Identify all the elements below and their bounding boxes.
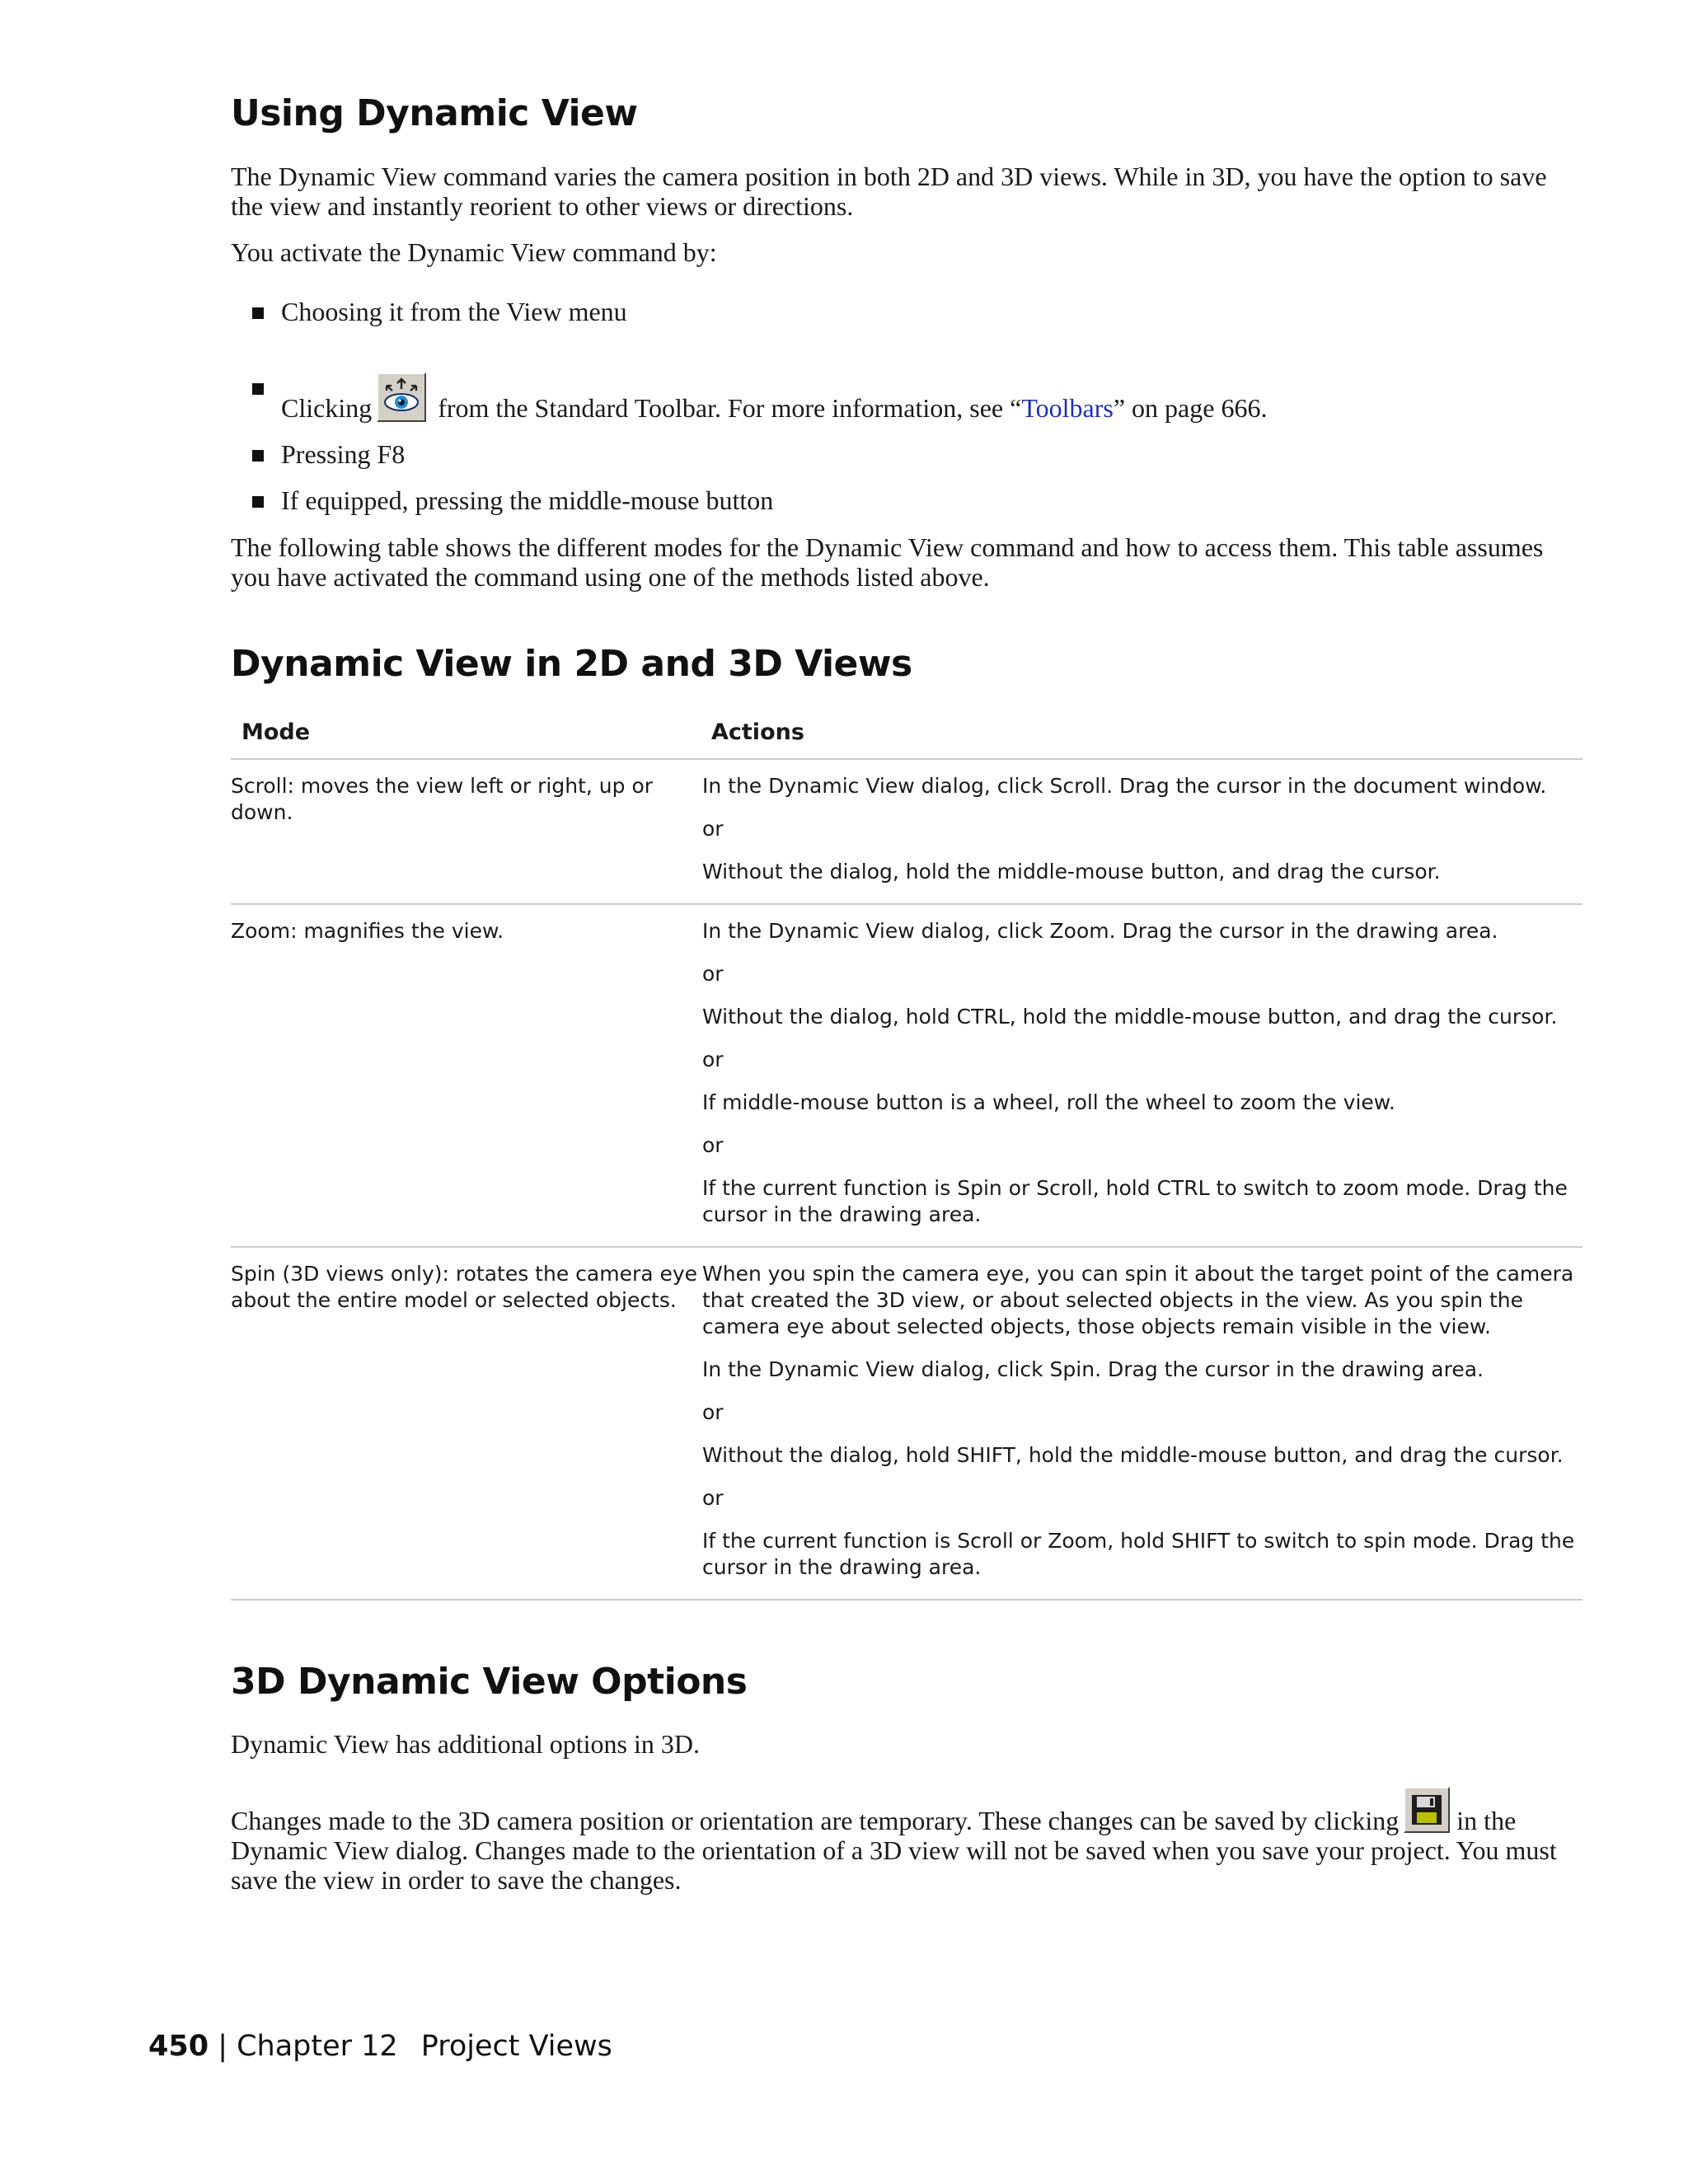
action-text: or <box>702 1133 724 1157</box>
mode-cell: Scroll: moves the view left or right, up or down. <box>231 759 701 904</box>
paragraph-text: Changes made to the 3D camera position or orientation are temporary. These changes can be saved by clicking <box>231 1806 1400 1835</box>
list-item-text: Choosing it from the View menu <box>281 297 627 326</box>
bullet-square-icon <box>252 383 264 395</box>
actions-cell <box>701 759 1582 904</box>
action-text: or <box>702 1047 724 1071</box>
list-item-text: Pressing F8 <box>281 439 406 469</box>
action-text: Without the dialog, hold the middle-mouse button, and drag the cursor. <box>702 860 1441 883</box>
toolbars-link[interactable]: Toolbars <box>1021 393 1114 423</box>
mode-cell: Zoom: magnifies the view. <box>231 904 701 1247</box>
action-text: In the Dynamic View dialog, click Scroll. Drag the cursor in the document window. <box>702 774 1547 798</box>
action-text: or <box>702 1400 724 1424</box>
footer-chapter: Chapter 12 <box>237 2030 398 2063</box>
section-title-3d-options: 3D Dynamic View Options <box>231 1661 748 1703</box>
action-text: If the current function is Spin or Scroll, hold CTRL to switch to zoom mode. Drag the cursor in the drawing area. <box>702 1176 1568 1226</box>
column-header-mode: Mode <box>231 719 701 759</box>
list-item <box>231 439 1582 469</box>
list-item <box>231 297 1582 326</box>
list-item-text: from the Standard Toolbar. For more information, see “ <box>431 393 1022 423</box>
actions-cell <box>701 1247 1582 1600</box>
action-text: If middle-mouse button is a wheel, roll the wheel to zoom the view. <box>702 1090 1395 1114</box>
section-title-using-dynamic-view: Using Dynamic View <box>231 92 638 134</box>
bullet-square-icon <box>252 496 264 508</box>
list-item-text: If equipped, pressing the middle-mouse button <box>281 485 774 515</box>
footer-chapter-title: Project Views <box>420 2030 612 2063</box>
table-intro-paragraph: The following table shows the different modes for the Dynamic View command and how to access them. This table assumes you have activated the command using one of the methods listed above. <box>231 532 1544 592</box>
dynamic-view-eye-icon <box>377 373 426 422</box>
action-text: or <box>702 962 724 986</box>
paragraph-text: in the Dynamic View dialog. Changes made to the orientation of a 3D view will not be saved when you save your project. You must save the view in order to save the changes. <box>231 1806 1557 1895</box>
table-row <box>231 759 1582 904</box>
table-row <box>231 1247 1582 1600</box>
list-item-text: Clicking <box>281 393 373 423</box>
page-number: 450 <box>148 2030 209 2063</box>
actions-cell <box>701 904 1582 1247</box>
action-text: In the Dynamic View dialog, click Zoom. Drag the cursor in the drawing area. <box>702 919 1498 943</box>
mode-cell: Spin (3D views only): rotates the camera eye about the entire model or selected objects. <box>231 1247 701 1600</box>
column-header-actions: Actions <box>701 719 1582 759</box>
table-header-row <box>231 719 1582 759</box>
section-title-dynamic-view-2d-3d: Dynamic View in 2D and 3D Views <box>231 643 912 685</box>
options-intro-paragraph: Dynamic View has additional options in 3D. <box>231 1729 700 1759</box>
action-text: Without the dialog, hold CTRL, hold the middle-mouse button, and drag the cursor. <box>702 1005 1558 1029</box>
action-text: or <box>702 1486 724 1510</box>
bullet-square-icon <box>252 450 264 462</box>
action-text: or <box>702 817 724 841</box>
action-text: When you spin the camera eye, you can spin it about the target point of the camera that created the 3D view, or about selected objects in the view. As you spin the camera eye about selected objects, those objects remain visible in the view. <box>702 1262 1574 1338</box>
page-footer <box>148 2030 612 2063</box>
list-item-text: ” on page 666. <box>1113 393 1268 423</box>
action-text: In the Dynamic View dialog, click Spin. Drag the cursor in the drawing area. <box>702 1357 1484 1381</box>
list-item <box>231 485 1582 515</box>
intro-paragraph: The Dynamic View command varies the camera position in both 2D and 3D views. While in 3D, you have the option to save the view and instantly reorient to other views or directions. <box>231 162 1547 221</box>
footer-separator: | <box>209 2030 237 2063</box>
bullet-square-icon <box>252 307 264 319</box>
activation-methods-list <box>231 297 1582 515</box>
activation-lead-paragraph: You activate the Dynamic View command by: <box>231 237 717 267</box>
save-floppy-icon <box>1404 1787 1450 1833</box>
action-text: Without the dialog, hold SHIFT, hold the middle-mouse button, and drag the cursor. <box>702 1443 1564 1467</box>
table-row <box>231 904 1582 1247</box>
action-text: If the current function is Scroll or Zoom, hold SHIFT to switch to spin mode. Drag the cursor in the drawing area. <box>702 1529 1575 1579</box>
list-item <box>231 373 1582 423</box>
dynamic-view-modes-table <box>231 719 1582 1601</box>
options-save-paragraph <box>231 1787 1582 1895</box>
